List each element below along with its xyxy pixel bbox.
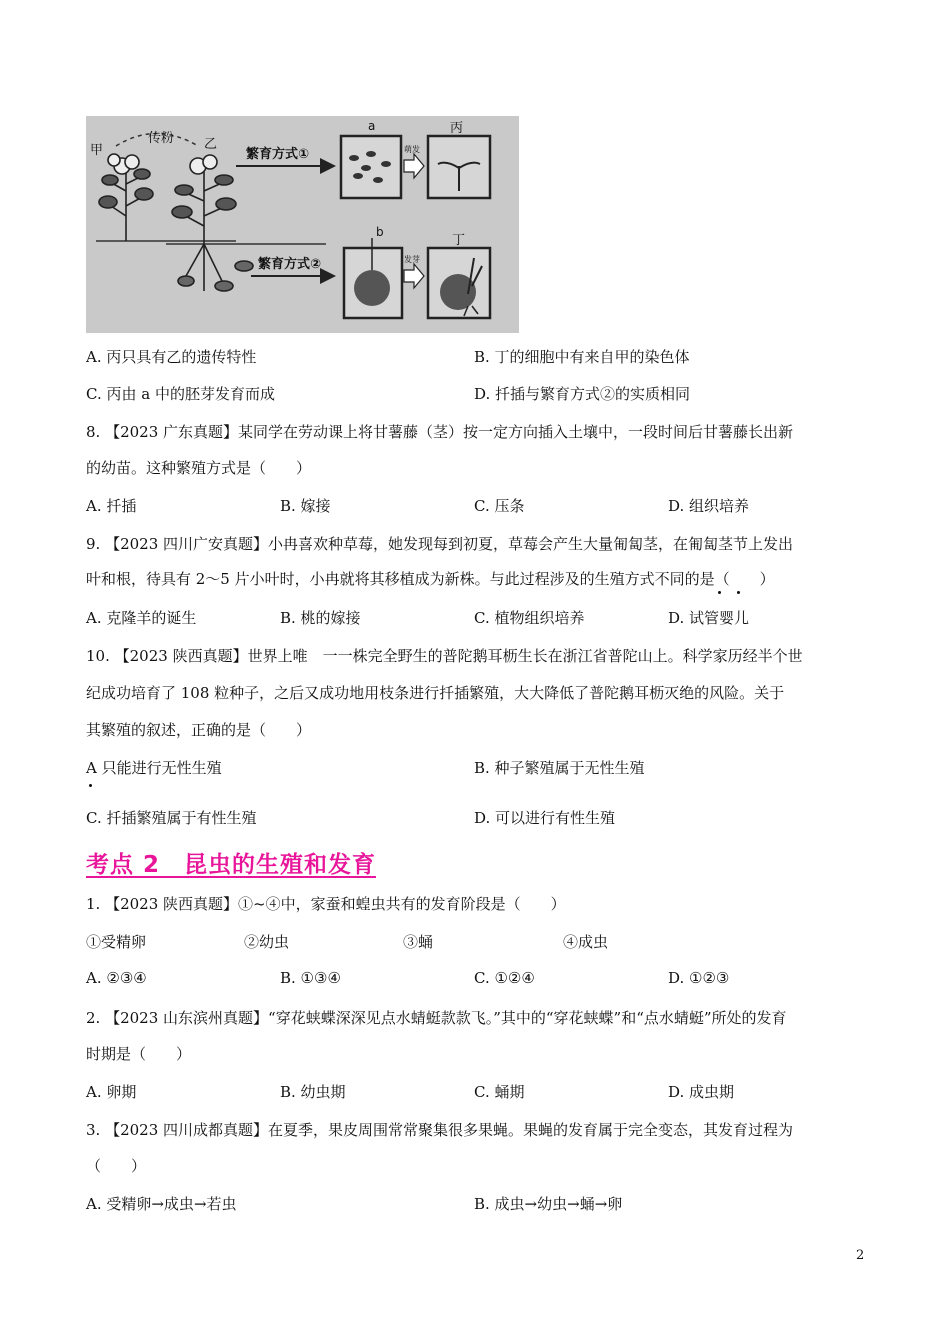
label-method1: 繁育方式① [246,147,310,162]
emphasis-dot [737,591,740,594]
s2q1-option-c: C. ①②④ [474,969,535,987]
s2q1-stage-3: ③蛹 [403,933,434,951]
s2q3-stem-line2: （ ） [86,1157,147,1175]
q8-option-a: A. 扦插 [86,497,137,515]
label-yi: 乙 [204,137,218,152]
s2q2-stem-line2: 时期是（ ） [86,1045,192,1063]
reproduction-diagram [86,116,519,333]
q8-option-d: D. 组织培养 [668,497,750,515]
q10-stem-line2: 纪成功培育了 108 粒种子，之后又成功地用枝条进行扦插繁殖，大大降低了普陀鹅耳枥灭绝的风险。关于 [86,684,785,702]
s2q2-stem-line1: 2. 【2023 山东滨州真题】“穿花蛱蝶深深见点水蜻蜓款款飞。”其中的“穿花蛱蝶”和“点水蜻蜓”所处的发育 [86,1009,787,1027]
q9-option-a: A. 克隆羊的诞生 [86,609,197,627]
q8-stem-line1: 8. 【2023 广东真题】某同学在劳动课上将甘薯藤（茎）按一定方向插入土壤中，一段时间后甘薯藤长出新 [86,423,794,441]
label-method2: 繁育方式② [258,257,322,272]
section-heading: 考点 2 昆虫的生殖和发育 [86,852,377,878]
q9-option-b: B. 桃的嫁接 [280,609,361,627]
q9-stem-line1: 9. 【2023 四川广安真题】小冉喜欢种草莓，她发现每到初夏，草莓会产生大量匍匐茎，在匍匐茎节上发出 [86,535,794,553]
s2q1-stage-4: ④成虫 [563,933,609,951]
s2q1-option-b: B. ①③④ [280,969,341,987]
s2q3-option-b: B. 成虫→幼虫→蛹→卵 [474,1195,623,1213]
q7-option-c: C. 丙由 a 中的胚芽发育而成 [86,385,275,403]
q10-option-c: C. 扦插繁殖属于有性生殖 [86,809,257,827]
emphasis-dot [89,784,92,787]
q7-option-a: A. 丙只具有乙的遗传特性 [86,348,257,366]
s2q3-stem-line1: 3. 【2023 四川成都真题】在夏季，果皮周围常常聚集很多果蝇。果蝇的发育属于完全变态，其发育过程为 [86,1121,794,1139]
page-number: 2 [856,1248,865,1263]
s2q1-stage-2: ②幼虫 [244,933,290,951]
q9-option-d: D. 试管婴儿 [668,609,750,627]
q10-option-b: B. 种子繁殖属于无性生殖 [474,759,645,777]
s2q2-option-c: C. 蛹期 [474,1083,525,1101]
label-b: b [376,225,384,239]
q10-stem-line3: 其繁殖的叙述，正确的是（ ） [86,721,312,739]
s2q2-option-a: A. 卵期 [86,1083,137,1101]
q8-option-b: B. 嫁接 [280,497,331,515]
label-sprout1: 萌发 [404,145,420,154]
label-sprout2: 发芽 [404,255,420,264]
q7-option-b: B. 丁的细胞中有来自甲的染色体 [474,348,690,366]
s2q3-option-a: A. 受精卵→成虫→若虫 [86,1195,237,1213]
s2q1-stage-1: ①受精卵 [86,933,147,951]
q9-stem-line2: 叶和根，待具有 2～5 片小叶时，小冉就将其移植成为新株。与此过程涉及的生殖方式不同的是（ ） [86,570,775,588]
label-pollination: 传粉 [148,131,175,146]
s2q1-option-a: A. ②③④ [86,969,147,987]
label-jia: 甲 [90,143,104,158]
s2q1-stem: 1. 【2023 陕西真题】①~④中，家蚕和蝗虫共有的发育阶段是（ ） [86,895,566,913]
emphasis-dot [718,591,721,594]
label-ding: 丁 [452,233,466,248]
q7-option-d: D. 扦插与繁育方式②的实质相同 [474,385,691,403]
q10-option-d: D. 可以进行有性生殖 [474,809,616,827]
q9-option-c: C. 植物组织培养 [474,609,585,627]
s2q2-option-d: D. 成虫期 [668,1083,735,1101]
s2q1-option-d: D. ①②③ [668,969,730,987]
q8-stem-line2: 的幼苗。这种繁殖方式是（ ） [86,459,312,477]
s2q2-option-b: B. 幼虫期 [280,1083,346,1101]
plant-jia [99,154,153,241]
q8-option-c: C. 压条 [474,497,525,515]
label-a: a [368,119,376,133]
q10-stem-line1: 10. 【2023 陕西真题】世界上唯 一一株完全野生的普陀鹅耳枥生长在浙江省普陀山上。科学家历经半个世 [86,647,803,665]
plant-yi [172,155,253,291]
q10-option-a: A 只能进行无性生殖 [86,759,222,777]
label-bing: 丙 [450,121,464,136]
